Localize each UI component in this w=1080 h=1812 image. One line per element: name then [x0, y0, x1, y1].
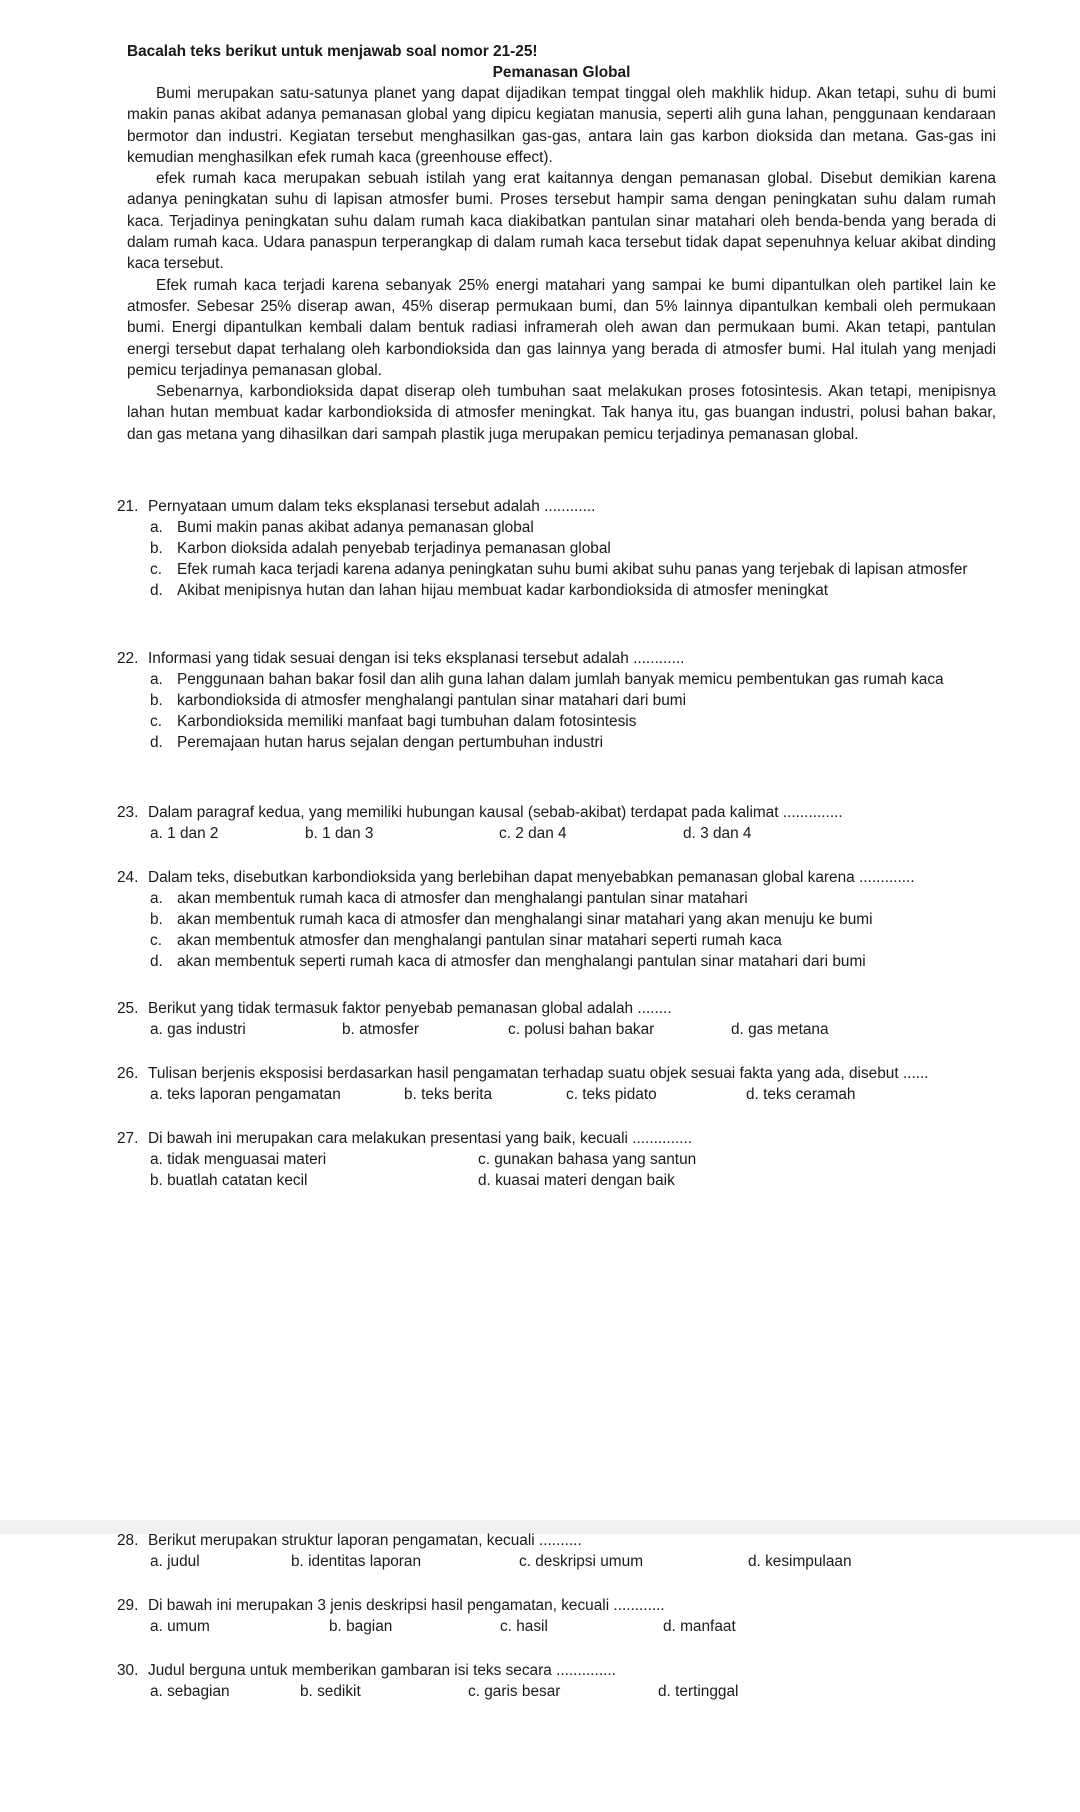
option-c[interactable]: [150, 559, 997, 580]
option-b[interactable]: b. identitas laporan: [291, 1553, 422, 1570]
options-row: [150, 823, 997, 845]
option-letter: b.: [150, 911, 163, 928]
option-b[interactable]: b. atmosfer: [342, 1021, 419, 1038]
option-c[interactable]: [150, 930, 997, 951]
option-b[interactable]: b. sedikit: [300, 1683, 361, 1700]
option-text: Karbon dioksida adalah penyebab terjadinya pemanasan global: [177, 540, 611, 557]
option-a[interactable]: [150, 517, 997, 538]
options-row: [150, 1616, 997, 1638]
question-25: [117, 998, 997, 1041]
option-a[interactable]: a. teks laporan pengamatan: [150, 1086, 341, 1103]
options-row: [150, 1019, 997, 1041]
option-letter: b.: [150, 540, 163, 557]
question-29: [117, 1595, 997, 1638]
option-c[interactable]: [150, 711, 997, 732]
question-number: 28.: [117, 1532, 139, 1549]
option-letter: a.: [150, 519, 163, 536]
option-c[interactable]: c. teks pidato: [566, 1086, 657, 1103]
option-b[interactable]: b. teks berita: [404, 1086, 493, 1103]
option-text: Bumi makin panas akibat adanya pemanasan global: [177, 519, 534, 536]
question-stem: Berikut yang tidak termasuk faktor penyebab pemanasan global adalah ........: [148, 1000, 672, 1017]
option-a[interactable]: a. umum: [150, 1618, 210, 1635]
instruction: Bacalah teks berikut untuk menjawab soal nomor 21-25!: [127, 43, 538, 60]
option-a[interactable]: a. sebagian: [150, 1683, 230, 1700]
question-stem: Di bawah ini merupakan 3 jenis deskripsi hasil pengamatan, kecuali ............: [148, 1597, 665, 1614]
option-text: Penggunaan bahan bakar fosil dan alih guna lahan dalam jumlah banyak memicu pembentukan gas rumah kaca: [177, 671, 944, 688]
option-a[interactable]: a. tidak menguasai materi: [150, 1151, 327, 1168]
question-number: 25.: [117, 1000, 139, 1017]
question-number: 27.: [117, 1130, 139, 1147]
option-text: akan membentuk rumah kaca di atmosfer dan menghalangi sinar matahari yang akan menuju ke bumi: [177, 911, 873, 928]
option-a[interactable]: [150, 669, 997, 690]
option-c[interactable]: c. gunakan bahasa yang santun: [478, 1151, 697, 1168]
option-text: Akibat menipisnya hutan dan lahan hijau membuat kadar karbondioksida di atmosfer meningkat: [177, 582, 829, 599]
option-b[interactable]: [150, 690, 997, 711]
option-c[interactable]: c. hasil: [500, 1618, 548, 1635]
option-c[interactable]: c. garis besar: [468, 1683, 561, 1700]
option-d[interactable]: d. gas metana: [731, 1021, 829, 1038]
option-c[interactable]: c. 2 dan 4: [499, 825, 567, 842]
option-a[interactable]: a. 1 dan 2: [150, 825, 219, 842]
option-b[interactable]: b. bagian: [329, 1618, 393, 1635]
option-a[interactable]: a. gas industri: [150, 1021, 246, 1038]
option-letter: c.: [150, 713, 162, 730]
option-d[interactable]: d. manfaat: [663, 1618, 736, 1635]
option-letter: d.: [150, 953, 163, 970]
option-d[interactable]: d. teks ceramah: [746, 1086, 856, 1103]
question-stem: Dalam teks, disebutkan karbondioksida yang berlebihan dapat menyebabkan pemanasan global karena .............: [148, 869, 915, 886]
option-d[interactable]: d. kuasai materi dengan baik: [478, 1172, 675, 1189]
option-letter: d.: [150, 582, 163, 599]
reading-passage: [127, 42, 996, 445]
option-letter: c.: [150, 561, 162, 578]
option-b[interactable]: b. buatlah catatan kecil: [150, 1172, 308, 1189]
option-text: Peremajaan hutan harus sejalan dengan pertumbuhan industri: [177, 734, 604, 751]
option-letter: c.: [150, 932, 162, 949]
option-c[interactable]: c. polusi bahan bakar: [508, 1021, 655, 1038]
question-stem: Tulisan berjenis eksposisi berdasarkan hasil pengamatan terhadap suatu objek sesuai fakta yang ada, disebut ......: [148, 1065, 929, 1082]
question-stem: Berikut merupakan struktur laporan pengamatan, kecuali ..........: [148, 1532, 582, 1549]
options-row: [150, 1681, 997, 1703]
option-text: akan membentuk atmosfer dan menghalangi pantulan sinar matahari seperti rumah kaca: [177, 932, 782, 949]
question-21: [117, 496, 997, 601]
question-number: 30.: [117, 1662, 139, 1679]
option-text: Efek rumah kaca terjadi karena adanya peningkatan suhu bumi akibat suhu panas yang terjebak di lapisan atmosfer: [177, 561, 968, 578]
paragraph-1: Bumi merupakan satu-satunya planet yang dapat dijadikan tempat tinggal oleh makhlik hidup. Akan tetapi, suhu di bumi makin panas akibat adanya pemanasan global yang dipicu kegiatan manusia, seperti alih guna lahan, penggunaan kendaraan bermotor dan industri. Kegiatan tersebut menghasilkan gas-gas, antara lain gas karbon dioksida dan metana. Gas-gas ini kemudian menghasilkan efek rumah kaca (greenhouse effect).: [127, 85, 996, 166]
question-stem: Di bawah ini merupakan cara melakukan presentasi yang baik, kecuali ..............: [148, 1130, 693, 1147]
question-stem: Pernyataan umum dalam teks eksplanasi tersebut adalah ............: [148, 498, 596, 515]
options-row: [150, 1084, 997, 1106]
question-24: [117, 867, 997, 972]
option-c[interactable]: c. deskripsi umum: [519, 1553, 644, 1570]
option-text: karbondioksida di atmosfer menghalangi pantulan sinar matahari dari bumi: [177, 692, 687, 709]
option-d[interactable]: d. kesimpulaan: [748, 1553, 852, 1570]
question-26: [117, 1063, 997, 1106]
option-text: akan membentuk rumah kaca di atmosfer dan menghalangi pantulan sinar matahari: [177, 890, 748, 907]
option-a[interactable]: a. judul: [150, 1553, 200, 1570]
option-letter: a.: [150, 890, 163, 907]
question-stem: Informasi yang tidak sesuai dengan isi teks eksplanasi tersebut adalah ............: [148, 650, 685, 667]
options-row: [150, 1551, 997, 1573]
question-27: [117, 1128, 997, 1193]
option-d[interactable]: [150, 951, 997, 972]
question-22: [117, 648, 997, 753]
options-grid: [150, 1149, 997, 1193]
question-number: 24.: [117, 869, 139, 886]
question-number: 26.: [117, 1065, 139, 1082]
option-text: Karbondioksida memiliki manfaat bagi tumbuhan dalam fotosintesis: [177, 713, 637, 730]
question-30: [117, 1660, 997, 1703]
paragraph-3: Efek rumah kaca terjadi karena sebanyak 25% energi matahari yang sampai ke bumi dipantulkan oleh partikel lain ke atmosfer. Sebesar 25% diserap awan, 45% diserap permukaan bumi, dan 5% lainnya dipantulkan kembali oleh permukaan bumi. Energi dipantulkan kembali dalam bentuk radiasi inframerah oleh awan dan permukaan bumi. Akan tetapi, pantulan energi tersebut dapat terhalang oleh karbondioksida dan gas lainnya yang berada di atmosfer bumi. Hal itulah yang menjadi pemicu terjadinya pemanasan global.: [127, 276, 996, 379]
question-23: [117, 802, 997, 845]
option-b[interactable]: [150, 538, 997, 559]
paragraph-2: efek rumah kaca merupakan sebuah istilah yang erat kaitannya dengan pemanasan global. Disebut demikian karena adanya peningkatan suhu di lapisan atmosfer bumi. Proses tersebut hampir sama dengan peningkatan suhu dalam rumah kaca. Terjadinya peningkatan suhu dalam rumah kaca diakibatkan pantulan sinar matahari oleh benda-benda yang berada di dalam rumah kaca. Udara panaspun terperangkap di dalam rumah kaca tersebut tidak dapat sepenuhnya keluar akibat dinding kaca tersebut.: [127, 170, 996, 273]
option-d[interactable]: d. tertinggal: [658, 1683, 739, 1700]
option-b[interactable]: b. 1 dan 3: [305, 825, 374, 842]
question-number: 23.: [117, 804, 139, 821]
option-d[interactable]: d. 3 dan 4: [683, 825, 752, 842]
paragraph-4: Sebenarnya, karbondioksida dapat diserap oleh tumbuhan saat melakukan proses fotosintesis. Akan tetapi, menipisnya lahan hutan membuat kadar karbondioksida di atmosfer meningkat. Tak hanya itu, gas buangan industri, polusi bahan bakar, dan gas metana yang dihasilkan dari sampah plastik juga merupakan pemicu terjadinya pemanasan global.: [127, 383, 996, 443]
question-28: [117, 1530, 997, 1573]
passage-title: Pemanasan Global: [492, 64, 631, 81]
option-text: akan membentuk seperti rumah kaca di atmosfer dan menghalangi pantulan sinar matahari dari bumi: [177, 953, 866, 970]
option-b[interactable]: [150, 909, 997, 930]
option-letter: b.: [150, 692, 163, 709]
option-letter: d.: [150, 734, 163, 751]
option-a[interactable]: [150, 888, 997, 909]
option-letter: a.: [150, 671, 163, 688]
option-d[interactable]: [150, 580, 997, 601]
option-d[interactable]: [150, 732, 997, 753]
question-number: 22.: [117, 650, 139, 667]
question-stem: Dalam paragraf kedua, yang memiliki hubungan kausal (sebab-akibat) terdapat pada kalimat ..............: [148, 804, 843, 821]
question-number: 21.: [117, 498, 139, 515]
question-number: 29.: [117, 1597, 139, 1614]
question-stem: Judul berguna untuk memberikan gambaran isi teks secara ..............: [148, 1662, 616, 1679]
